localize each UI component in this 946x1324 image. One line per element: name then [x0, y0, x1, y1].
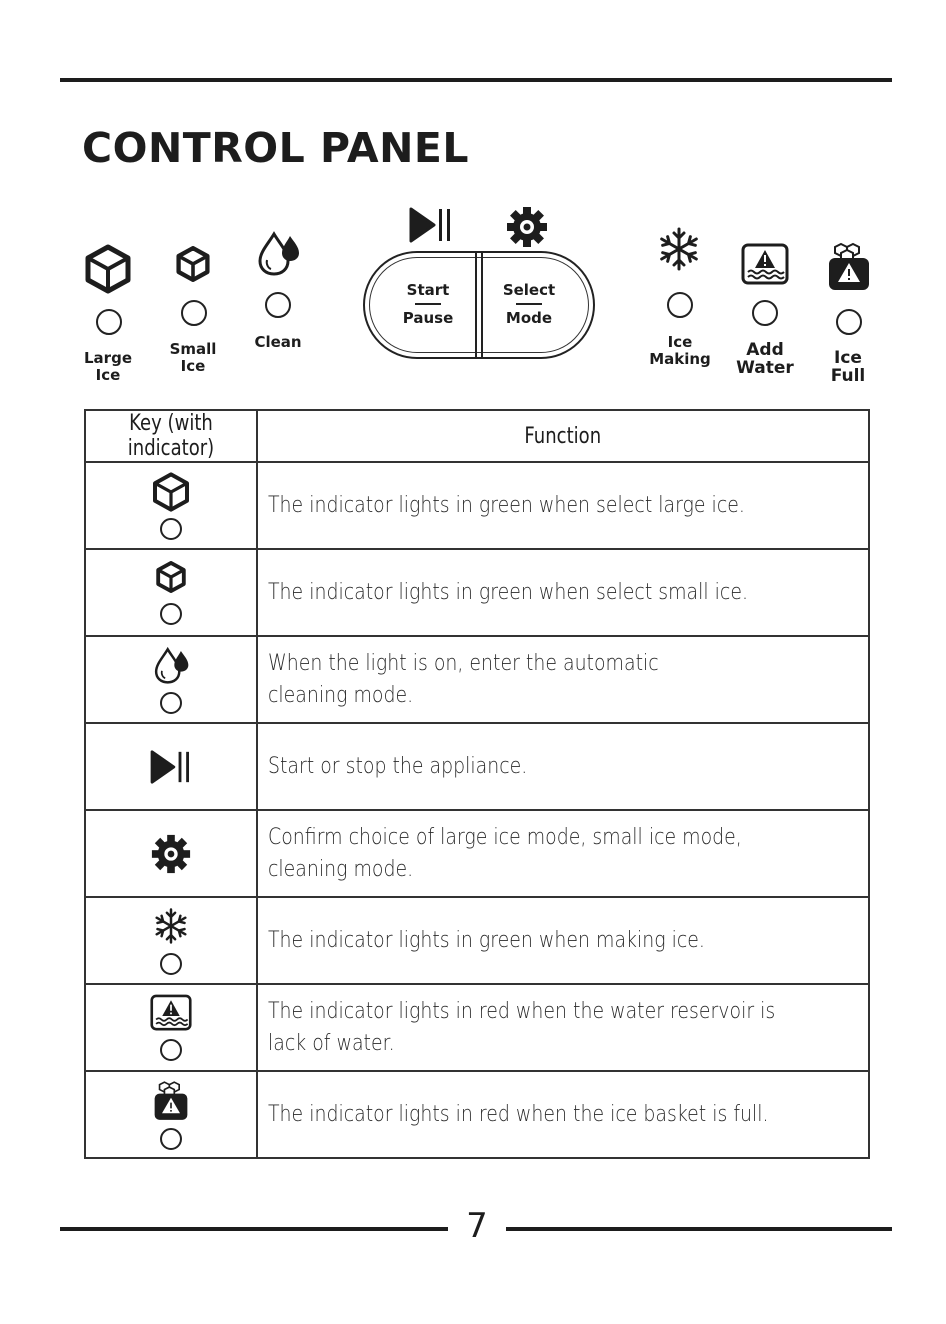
- pill-divider: [475, 251, 477, 359]
- start-label: Start: [406, 281, 450, 299]
- ice-making-indicator: [667, 292, 693, 318]
- ice-full-warning-icon: [153, 1080, 189, 1122]
- ice-full-label: Ice Full: [830, 348, 866, 386]
- large-ice-cube-icon: [151, 472, 191, 512]
- select-label: Select: [502, 281, 556, 299]
- table-row: [85, 897, 869, 984]
- function-cell: The indicator lights in red when the water reservoir is lack of water.: [257, 984, 869, 1071]
- gear-icon: [150, 833, 192, 875]
- add-water-indicator: [752, 300, 778, 326]
- top-rule: [60, 78, 892, 82]
- add-water-warning-icon: [741, 243, 789, 285]
- small-ice-label: Small Ice: [169, 340, 217, 375]
- key-cell: [85, 897, 257, 984]
- indicator-light: [160, 1128, 182, 1150]
- function-cell: The indicator lights in red when the ice basket is full.: [257, 1071, 869, 1158]
- key-cell: [85, 723, 257, 810]
- table-row: [85, 636, 869, 723]
- key-cell: [85, 462, 257, 549]
- table-row: [85, 810, 869, 897]
- ice-making-label: Ice Making: [649, 333, 711, 368]
- clean-drops-icon: [151, 646, 191, 684]
- function-cell: The indicator lights in green when select large ice.: [257, 462, 869, 549]
- clean-drops-icon: [254, 230, 302, 276]
- indicator-light: [160, 603, 182, 625]
- indicator-light: [160, 518, 182, 540]
- play-pause-icon: [149, 749, 193, 785]
- clean-indicator: [265, 292, 291, 318]
- ice-full-warning-icon: [827, 242, 871, 292]
- small-ice-cube-icon: [155, 561, 187, 593]
- function-cell: The indicator lights in green when select small ice.: [257, 549, 869, 636]
- table-row: [85, 723, 869, 810]
- function-cell: Start or stop the appliance.: [257, 723, 869, 810]
- clean-label: Clean: [254, 333, 302, 351]
- pause-label: Pause: [402, 309, 454, 327]
- key-cell: [85, 636, 257, 723]
- key-cell: [85, 549, 257, 636]
- play-pause-icon: [408, 206, 454, 244]
- footer-rule-left: [60, 1227, 448, 1231]
- key-cell: [85, 810, 257, 897]
- snowflake-icon: [656, 226, 702, 272]
- table-row: [85, 1071, 869, 1158]
- function-cell: The indicator lights in green when making ice.: [257, 897, 869, 984]
- add-water-warning-icon: [150, 994, 192, 1031]
- page-number: 7: [466, 1206, 488, 1246]
- indicator-light: [160, 692, 182, 714]
- page-title: CONTROL PANEL: [82, 124, 470, 172]
- table-row: [85, 462, 869, 549]
- function-column-header: Function: [257, 410, 869, 462]
- pill-divider: [481, 251, 483, 359]
- key-cell: [85, 984, 257, 1071]
- function-cell: When the light is on, enter the automatic cleaning mode.: [257, 636, 869, 723]
- table-row: [85, 984, 869, 1071]
- add-water-label: Add Water: [736, 340, 794, 378]
- large-ice-label: Large Ice: [84, 349, 132, 384]
- snowflake-icon: [152, 907, 190, 945]
- table-header-row: [85, 410, 869, 462]
- select-mode-button[interactable]: [484, 281, 574, 331]
- large-ice-cube-icon: [83, 244, 133, 294]
- table-row: [85, 549, 869, 636]
- gear-icon: [505, 205, 549, 249]
- large-ice-indicator: [96, 309, 122, 335]
- small-ice-cube-icon: [175, 246, 211, 282]
- select-mode-divider: [516, 303, 542, 305]
- key-function-table: [84, 409, 870, 1159]
- key-column-header: Key (with indicator): [85, 410, 257, 462]
- mode-label: Mode: [505, 309, 553, 327]
- start-pause-button[interactable]: [383, 281, 473, 331]
- small-ice-indicator: [181, 300, 207, 326]
- footer-rule-right: [506, 1227, 892, 1231]
- ice-full-indicator: [836, 309, 862, 335]
- indicator-light: [160, 1039, 182, 1061]
- function-cell: Confirm choice of large ice mode, small ice mode, cleaning mode.: [257, 810, 869, 897]
- key-cell: [85, 1071, 257, 1158]
- indicator-light: [160, 953, 182, 975]
- start-pause-divider: [415, 303, 441, 305]
